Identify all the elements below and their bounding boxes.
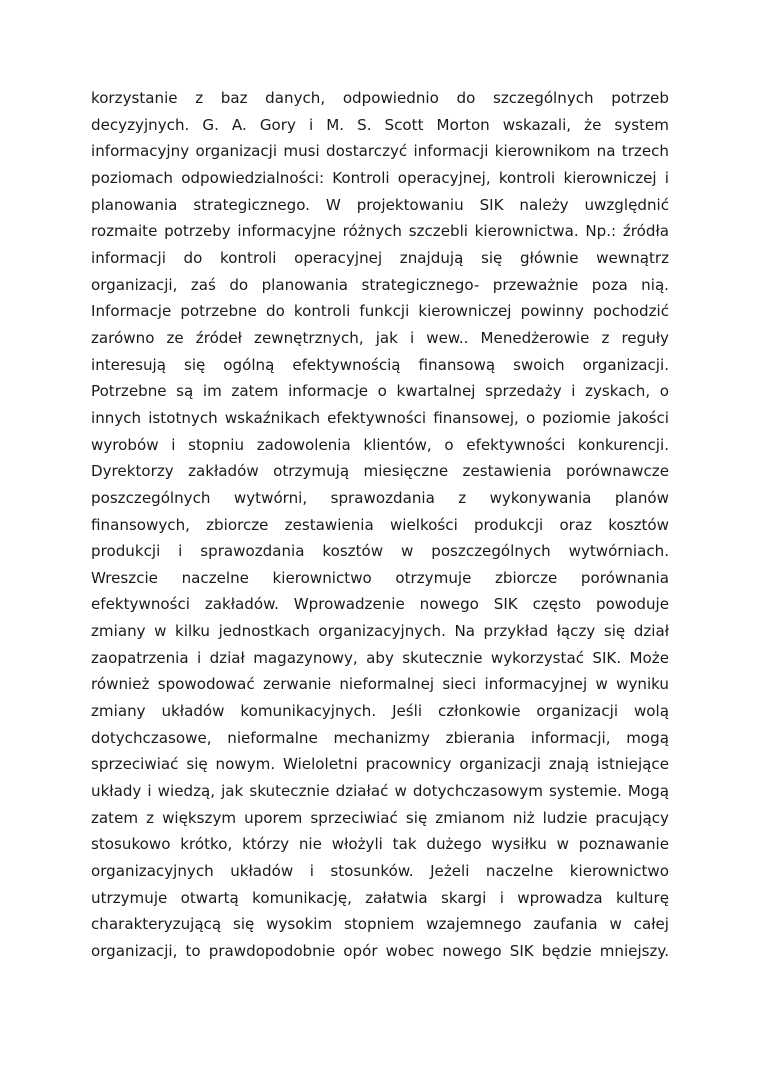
text-line: planowania strategicznego. W projektowaniu SIK należy uwzględnić xyxy=(91,195,669,214)
text-line: organizacyjnych układów i stosunków. Jeżeli naczelne kierownictwo xyxy=(91,862,669,881)
text-line: Wreszcie naczelne kierownictwo otrzymuje zbiorcze porównania xyxy=(91,568,669,587)
text-line: efektywności zakładów. Wprowadzenie nowego SIK często powoduje xyxy=(91,595,669,614)
text-line: dotychczasowe, nieformalne mechanizmy zbierania informacji, mogą xyxy=(91,728,669,747)
text-line: układy i wiedzą, jak skutecznie działać w dotychczasowym systemie. Mogą xyxy=(91,782,669,801)
text-line: zmiany w kilku jednostkach organizacyjnych. Na przykład łączy się dział xyxy=(91,622,669,641)
text-line: Potrzebne są im zatem informacje o kwartalnej sprzedaży i zyskach, o xyxy=(91,382,669,401)
text-line: informacyjny organizacji musi dostarczyć informacji kierownikom na trzech xyxy=(91,142,669,161)
text-line: również spowodować zerwanie nieformalnej sieci informacyjnej w wyniku xyxy=(91,675,669,694)
body-paragraph xyxy=(91,85,669,965)
text-line: organizacji, zaś do planowania strategicznego- przeważnie poza nią. xyxy=(91,275,669,294)
text-line: decyzyjnych. G. A. Gory i M. S. Scott Morton wskazali, że system xyxy=(91,115,669,134)
text-line: zatem z większym uporem sprzeciwiać się zmianom niż ludzie pracujący xyxy=(91,808,669,827)
text-line: innych istotnych wskaźnikach efektywności finansowej, o poziomie jakości xyxy=(91,408,669,427)
text-line: produkcji i sprawozdania kosztów w poszczególnych wytwórniach. xyxy=(91,542,669,561)
text-line: charakteryzującą się wysokim stopniem wzajemnego zaufania w całej xyxy=(91,915,669,934)
text-line: organizacji, to prawdopodobnie opór wobec nowego SIK będzie mniejszy. xyxy=(91,942,669,960)
text-line: korzystanie z baz danych, odpowiednio do szczególnych potrzeb xyxy=(91,89,669,107)
text-line: zarówno ze źródeł zewnętrznych, jak i wew.. Menedżerowie z reguły xyxy=(91,328,669,347)
text-line: interesują się ogólną efektywnością finansową swoich organizacji. xyxy=(91,355,669,374)
text-line: wyrobów i stopniu zadowolenia klientów, o efektywności konkurencji. xyxy=(91,435,669,454)
text-line: utrzymuje otwartą komunikację, załatwia skargi i wprowadza kulturę xyxy=(91,888,669,907)
text-line: poziomach odpowiedzialności: Kontroli operacyjnej, kontroli kierowniczej i xyxy=(91,168,669,187)
text-line: stosukowo krótko, którzy nie włożyli tak dużego wysiłku w poznawanie xyxy=(91,835,669,854)
text-line: Dyrektorzy zakładów otrzymują miesięczne zestawienia porównawcze xyxy=(91,462,669,481)
text-line: sprzeciwiać się nowym. Wieloletni pracownicy organizacji znają istniejące xyxy=(91,755,669,774)
text-line: poszczególnych wytwórni, sprawozdania z wykonywania planów xyxy=(91,488,669,507)
text-line: Informacje potrzebne do kontroli funkcji kierowniczej powinny pochodzić xyxy=(91,302,669,321)
text-line: zmiany układów komunikacyjnych. Jeśli członkowie organizacji wolą xyxy=(91,702,669,721)
text-line: rozmaite potrzeby informacyjne różnych szczebli kierownictwa. Np.: źródła xyxy=(91,222,669,241)
text-line: informacji do kontroli operacyjnej znajdują się głównie wewnątrz xyxy=(91,248,669,267)
text-line: finansowych, zbiorcze zestawienia wielkości produkcji oraz kosztów xyxy=(91,515,669,534)
text-line: zaopatrzenia i dział magazynowy, aby skutecznie wykorzystać SIK. Może xyxy=(91,648,669,667)
